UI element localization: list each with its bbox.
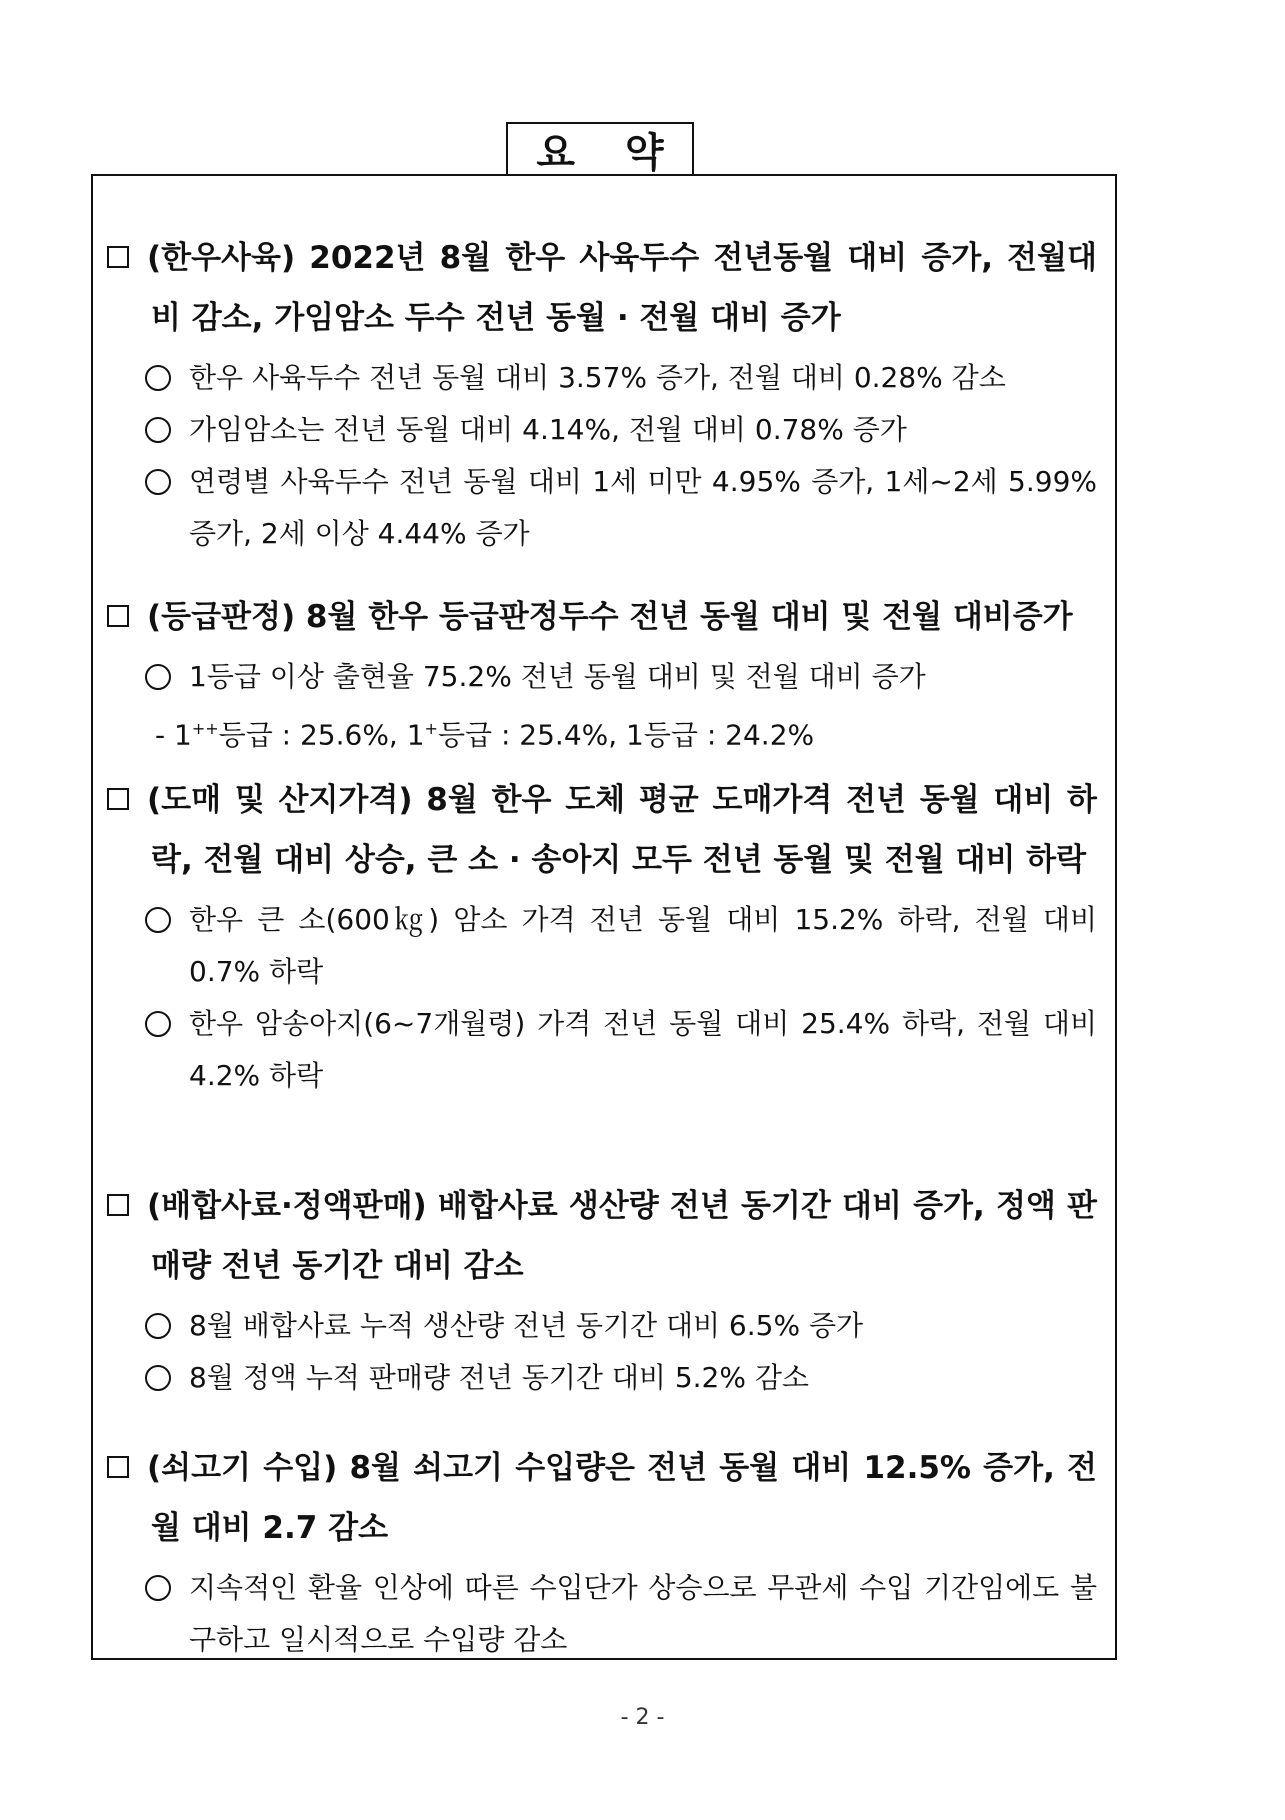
circle-bullet-icon <box>145 664 171 690</box>
list-item: 한우 암송아지(6~7개월령) 가격 전년 동월 대비 25.4% 하락, 전월 대비 4.2% 하락 <box>107 998 1097 1102</box>
section-heading: (등급판정) 8월 한우 등급판정두수 전년 동월 대비 및 전월 대비증가 <box>147 599 1073 635</box>
section-hanwoo-breeding <box>107 228 1097 560</box>
section-beef-import <box>107 1438 1097 1666</box>
page-number: - 2 - <box>620 1705 665 1730</box>
list-item: 한우 사육두수 전년 동월 대비 3.57% 증가, 전월 대비 0.28% 감소 <box>107 352 1097 404</box>
circle-bullet-icon <box>145 417 171 443</box>
checkbox-square-icon <box>107 605 129 627</box>
list-item: 8월 배합사료 누적 생산량 전년 동기간 대비 6.5% 증가 <box>107 1300 1097 1352</box>
list-item: 한우 큰 소(600㎏) 암소 가격 전년 동월 대비 15.2% 하락, 전월 대비 0.7% 하락 <box>107 894 1097 998</box>
checkbox-square-icon <box>107 1194 129 1216</box>
checkbox-square-icon <box>107 246 129 268</box>
circle-bullet-icon <box>145 1313 171 1339</box>
circle-bullet-icon <box>145 365 171 391</box>
list-item: 지속적인 환율 인상에 따른 수입단가 상승으로 무관세 수입 기간임에도 불구하고 일시적으로 수입량 감소 <box>107 1562 1097 1666</box>
circle-bullet-icon <box>145 907 171 933</box>
summary-title: 요 약 <box>506 122 694 174</box>
section-feed-semen <box>107 1176 1097 1404</box>
list-item: 1등급 이상 출현율 75.2% 전년 동월 대비 및 전월 대비 증가 <box>107 651 1097 703</box>
section-heading: (도매 및 산지가격) 8월 한우 도체 평균 도매가격 전년 동월 대비 하락, 전월 대비 상승, 큰 소 · 송아지 모두 전년 동월 및 전월 대비 하락 <box>147 782 1097 878</box>
summary-box <box>91 174 1117 1660</box>
checkbox-square-icon <box>107 1456 129 1478</box>
circle-bullet-icon <box>145 1011 171 1037</box>
circle-bullet-icon <box>145 1575 171 1601</box>
section-prices <box>107 770 1097 1102</box>
circle-bullet-icon <box>145 1365 171 1391</box>
section-heading: (쇠고기 수입) 8월 쇠고기 수입량은 전년 동월 대비 12.5% 증가, 전월 대비 2.7 감소 <box>147 1450 1097 1546</box>
grade-ratio-line: - 1++등급 : 25.6%, 1+등급 : 25.4%, 1등급 : 24.2% <box>155 718 815 752</box>
checkbox-square-icon <box>107 788 129 810</box>
list-item: 연령별 사육두수 전년 동월 대비 1세 미만 4.95% 증가, 1세~2세 5.99% 증가, 2세 이상 4.44% 증가 <box>107 456 1097 560</box>
list-item: 가임암소는 전년 동월 대비 4.14%, 전월 대비 0.78% 증가 <box>107 404 1097 456</box>
circle-bullet-icon <box>145 469 171 495</box>
section-heading: (배합사료·정액판매) 배합사료 생산량 전년 동기간 대비 증가, 정액 판매량 전년 동기간 대비 감소 <box>147 1188 1097 1284</box>
section-heading: (한우사육) 2022년 8월 한우 사육두수 전년동월 대비 증가, 전월대비 감소, 가임암소 두수 전년 동월 · 전월 대비 증가 <box>147 240 1097 336</box>
section-grading <box>107 587 1097 761</box>
list-item: 8월 정액 누적 판매량 전년 동기간 대비 5.2% 감소 <box>107 1352 1097 1404</box>
